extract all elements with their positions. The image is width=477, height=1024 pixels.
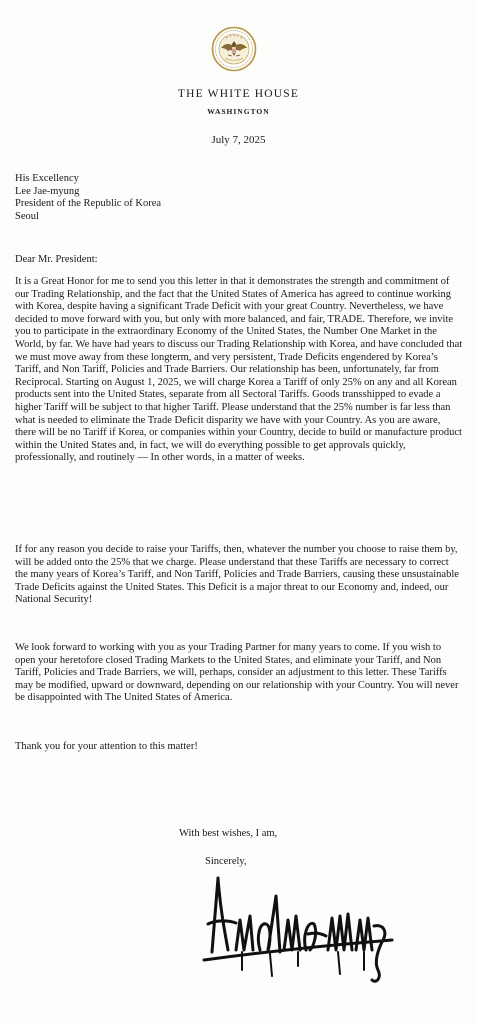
- recipient-name: Lee Jae-myung: [15, 185, 80, 197]
- handwritten-signature: [198, 866, 398, 988]
- recipient-position: President of the Republic of Korea: [15, 198, 162, 209]
- letterhead-city: WASHINGTON: [207, 107, 270, 116]
- recipient-city: Seoul: [15, 210, 39, 222]
- recipient-block: [15, 173, 161, 223]
- letter-date: July 7, 2025: [211, 134, 266, 146]
- body-paragraph-4: Thank you for your attention to this matter!: [15, 741, 198, 752]
- presidential-seal-icon: [211, 26, 257, 72]
- sign-off: Sincerely,: [205, 856, 247, 867]
- salutation: Dear Mr. President:: [15, 254, 98, 265]
- closing-line: With best wishes, I am,: [179, 828, 278, 839]
- recipient-title: His Excellency: [15, 173, 79, 184]
- body-paragraph-1: It is a Great Honor for me to send you this letter in that it demonstrates the strength and commitment of our Trading Relationship, and the fact that the United States of America has agreed to continue working with Korea, despite having a significant Trade Deficit with your great Country. Nevertheless, we have decided to move forward with you, but only with more balanced, and fair, TRADE. Therefore, we invite you to participate in the extraordinary Economy of the United States, the Number One Market in the World, by far. We have had years to discuss our Trading Relationship with Korea, and have concluded that we must move away from these longterm, and very persistent, Trade Deficits engendered by Korea’s Tariff, and Non Tariff, Policies and Trade Barriers. Our relationship has been, unfortunately, far from Reciprocal. Starting on August 1, 2025, we will charge Korea a Tariff of only 25% on any and all Korean products sent into the United States, separate from all Sectoral Tariffs. Goods transshipped to evade a higher Tariff will be subject to that higher Tariff. Please understand that the 25% number is far less than what is needed to eliminate the Trade Deficit disparity we have with your Country. As you are aware, there will be no Tariff if Korea, or companies within your Country, decide to build or manufacture product within the United States and, in fact, we will do everything possible to get approvals quickly, professionally, and routinely — In other words, in a matter of weeks.: [15, 276, 463, 464]
- letterhead-organization: THE WHITE HOUSE: [177, 88, 300, 100]
- body-paragraph-3: We look forward to working with you as your Trading Partner for many years to come. If you wish to open your heretofore closed Trading Markets to the United States, and eliminate your Tariff, and Non Tariff, Policies and Trade Barriers, we will, perhaps, consider an adjustment to this letter. These Tariffs may be modified, upward or downward, depending on our relationship with your Country. You will never be disappointed with The United States of America.: [15, 642, 459, 704]
- body-paragraph-2: If for any reason you decide to raise your Tariffs, then, whatever the number you choose to raise them by, will be added onto the 25% that we charge. Please understand that these Tariffs are necessary to correct the many years of Korea’s Tariff, and Non Tariff, Policies and Trade Barriers, causing these unsustainable Trade Deficits against the United States. This Deficit is a major threat to our Economy and, indeed, our National Security!: [15, 544, 459, 606]
